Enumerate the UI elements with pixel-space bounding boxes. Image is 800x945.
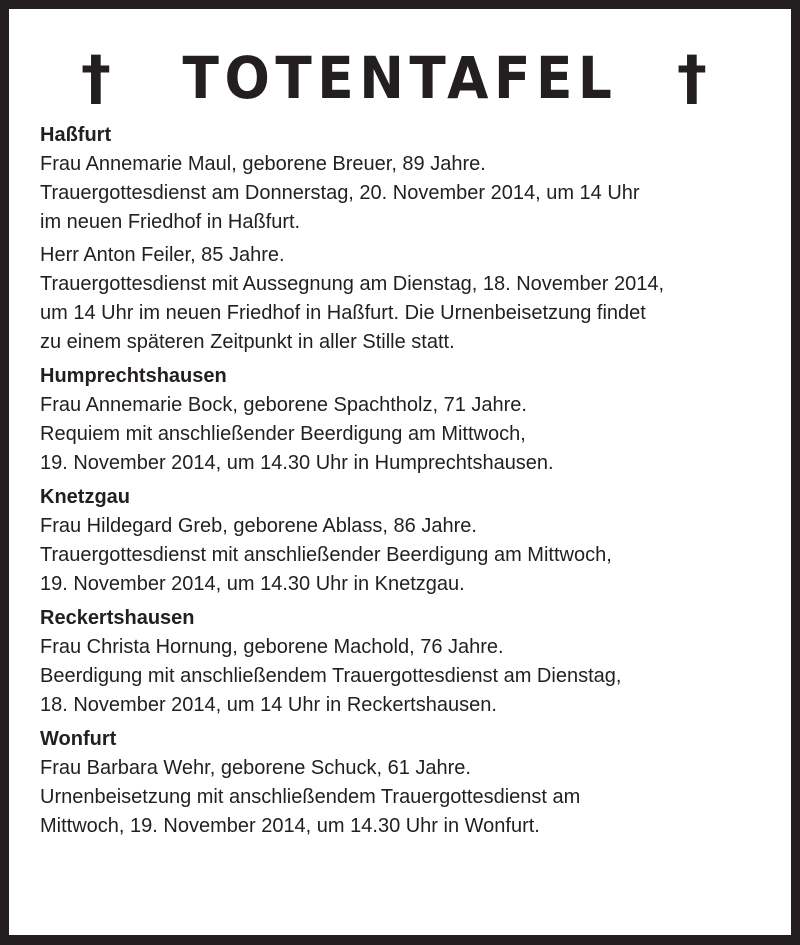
obituary-entry [40,512,771,599]
cross-icon-left: † [81,43,111,113]
entry-line: um 14 Uhr im neuen Friedhof in Haßfurt. Die Urnenbeisetzung findet [40,302,646,324]
obituary-list [40,120,771,845]
entry-line: Frau Barbara Wehr, geborene Schuck, 61 Jahre. [40,757,471,779]
place-heading: Wonfurt [40,728,117,750]
obituary-entry [40,754,771,841]
obituary-entry [40,150,771,237]
section-humprechtshausen [40,361,771,478]
section-wonfurt [40,724,771,841]
place-heading: Reckertshausen [40,607,195,629]
section-hassfurt [40,120,771,357]
entry-line: Frau Annemarie Bock, geborene Spachtholz, 71 Jahre. [40,394,527,416]
entry-line: Frau Annemarie Maul, geborene Breuer, 89 Jahre. [40,153,486,175]
obituary-entry [40,391,771,478]
entry-line: 19. November 2014, um 14.30 Uhr in Knetzgau. [40,573,465,595]
cross-icon-right: † [677,43,707,113]
section-reckertshausen [40,603,771,720]
entry-line: im neuen Friedhof in Haßfurt. [40,211,301,233]
place-heading: Haßfurt [40,124,112,146]
entry-line: Herr Anton Feiler, 85 Jahre. [40,244,285,266]
obituary-entry [40,241,771,357]
page-title: TOTENTAFEL [182,44,618,112]
entry-line: Frau Christa Hornung, geborene Machold, 76 Jahre. [40,636,504,658]
entry-line: Urnenbeisetzung mit anschließendem Trauergottesdienst am [40,786,581,808]
place-heading: Knetzgau [40,486,130,508]
header [9,45,791,111]
entry-line: zu einem späteren Zeitpunkt in aller Stille statt. [40,331,455,353]
entry-line: Trauergottesdienst mit anschließender Beerdigung am Mittwoch, [40,544,612,566]
entry-line: Beerdigung mit anschließendem Trauergottesdienst am Dienstag, [40,665,622,687]
entry-line: Requiem mit anschließender Beerdigung am Mittwoch, [40,423,526,445]
entry-line: Trauergottesdienst am Donnerstag, 20. November 2014, um 14 Uhr [40,182,640,204]
entry-line: Frau Hildegard Greb, geborene Ablass, 86 Jahre. [40,515,477,537]
entry-line: 19. November 2014, um 14.30 Uhr in Humprechtshausen. [40,452,554,474]
entry-line: Trauergottesdienst mit Aussegnung am Dienstag, 18. November 2014, [40,273,665,295]
obituary-entry [40,633,771,720]
entry-line: 18. November 2014, um 14 Uhr in Reckertshausen. [40,694,497,716]
section-knetzgau [40,482,771,599]
place-heading: Humprechtshausen [40,365,227,387]
entry-line: Mittwoch, 19. November 2014, um 14.30 Uhr in Wonfurt. [40,815,540,837]
